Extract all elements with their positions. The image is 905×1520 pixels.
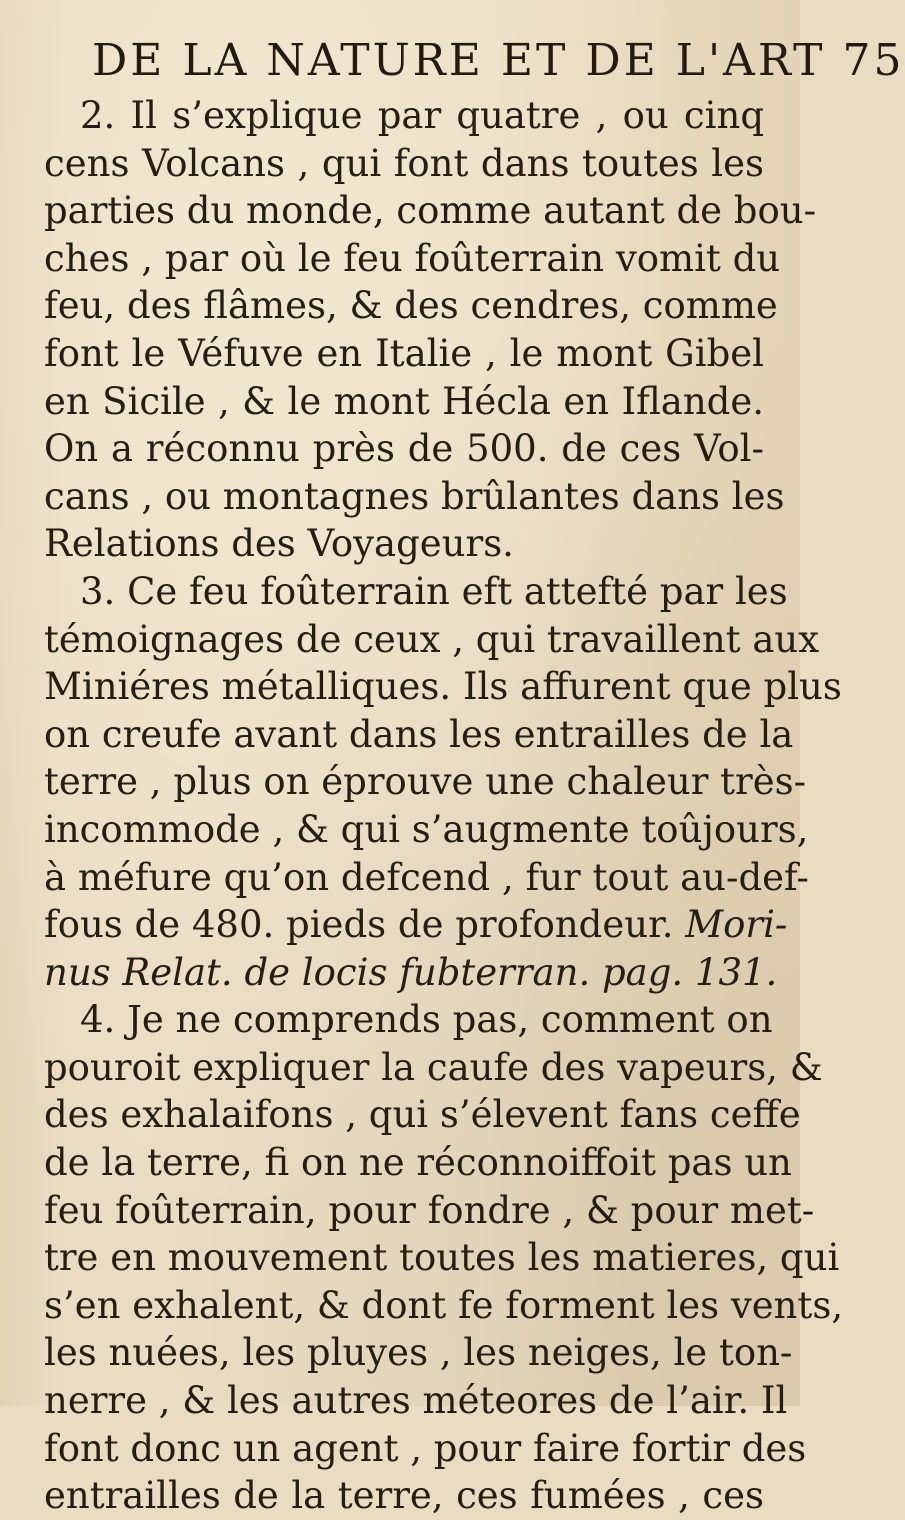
running-head: DE LA NATURE ET DE L'ART 75 bbox=[92, 35, 905, 86]
text-line: incommode , & qui s’augmente toûjours, bbox=[44, 807, 809, 851]
text-line: des exhalaifons , qui s’élevent fans ceffe bbox=[44, 1093, 801, 1137]
text-line: on creufe avant dans les entrailles de la bbox=[44, 712, 794, 756]
text-line: feu foûterrain, pour fondre , & pour met- bbox=[44, 1188, 815, 1232]
text-line: Relations des Voyageurs. bbox=[44, 522, 514, 566]
text-line: à méfure qu’on defcend , fur tout au-def- bbox=[44, 855, 809, 899]
text-line: les nuées, les pluyes , les neiges, le ton- bbox=[44, 1331, 793, 1375]
citation-line: nus Relat. de locis fubterran. pag. 131. bbox=[44, 950, 778, 994]
text-line: Miniéres métalliques. Ils affurent que plus bbox=[44, 665, 842, 709]
text-line-main: fous de 480. pieds de profondeur. bbox=[44, 903, 674, 947]
text-line: entrailles de la terre, ces fumées , ces bbox=[44, 1474, 764, 1518]
text-line: cens Volcans , qui font dans toutes les bbox=[44, 141, 764, 185]
text-line: On a réconnu près de 500. de ces Vol- bbox=[44, 427, 764, 471]
citation-lead: Mori- bbox=[685, 903, 788, 947]
text-line: font donc un agent , pour faire fortir des bbox=[44, 1426, 807, 1470]
text-line: s’en exhalent, & dont fe forment les vents, bbox=[44, 1283, 844, 1327]
text-line: 2. Il s’explique par quatre , ou cinq bbox=[80, 94, 764, 137]
text-line: ches , par où le feu foûterrain vomit du bbox=[44, 236, 781, 280]
text-line: témoignages de ceux , qui travaillent aux bbox=[44, 617, 820, 661]
body-text bbox=[44, 92, 844, 1520]
text-line: cans , ou montagnes brûlantes dans les bbox=[44, 474, 785, 518]
text-line: tre en mouvement toutes les matieres, qui bbox=[44, 1236, 840, 1280]
text-line: 4. Je ne comprends pas, comment on bbox=[80, 998, 773, 1042]
text-line: en Sicile , & le mont Hécla en Iflande. bbox=[44, 379, 764, 423]
text-line bbox=[44, 901, 788, 949]
text-line: de la terre, fi on ne réconnoiffoit pas un bbox=[44, 1141, 792, 1185]
text-line: terre , plus on éprouve une chaleur très- bbox=[44, 760, 807, 804]
text-line: pouroit expliquer la caufe des vapeurs, & bbox=[44, 1045, 823, 1089]
text-line: nerre , & les autres méteores de l’air. Il bbox=[44, 1379, 788, 1423]
text-line: parties du monde, comme autant de bou- bbox=[44, 189, 817, 233]
text-line: font le Véfuve en Italie , le mont Gibel bbox=[44, 331, 764, 375]
text-line: feu, des flâmes, & des cendres, comme bbox=[44, 284, 778, 328]
text-line: 3. Ce feu foûterrain eft attefté par les bbox=[80, 569, 788, 613]
